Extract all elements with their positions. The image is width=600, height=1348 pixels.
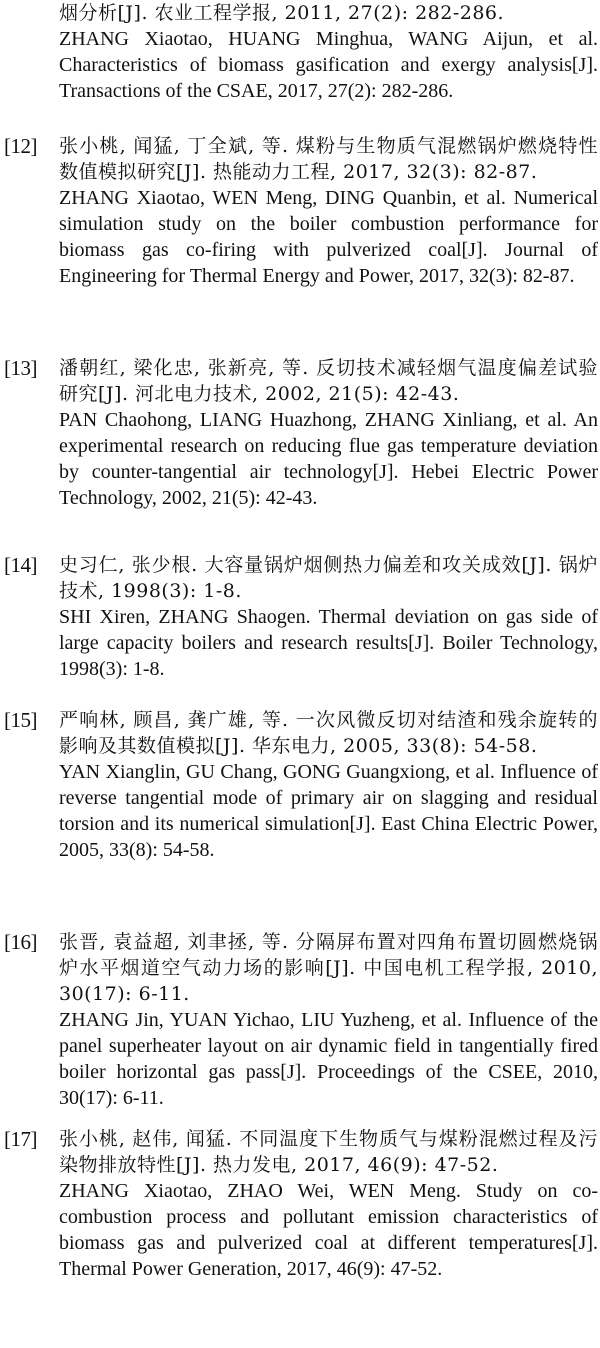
reference-number: [13] <box>4 356 37 380</box>
reference-en-text: ZHANG Xiaotao, HUANG Minghua, WANG Aijun, et al. Characteristics of biomass gasification and exergy analysis[J]. Transactions of the CSAE, 2017, 27(2): 282-286. <box>59 28 598 102</box>
reference-number: [12] <box>4 134 37 158</box>
reference-cn-text: 张小桃, 赵伟, 闻猛. 不同温度下生物质气与煤粉混燃过程及污染物排放特性[J]. 热力发电, 2017, 46(9): 47-52. <box>59 1128 598 1176</box>
reference-cn-text: 烟分析[J]. 农业工程学报, 2011, 27(2): 282-286. <box>59 2 505 24</box>
reference-11-continuation <box>59 0 598 104</box>
reference-number: [16] <box>4 930 37 954</box>
reference-cn-text: 张晋, 袁益超, 刘聿拯, 等. 分隔屏布置对四角布置切圆燃烧锅炉水平烟道空气动力场的影响[J]. 中国电机工程学报, 2010, 30(17): 6-11. <box>59 931 598 1005</box>
reference-en-text: ZHANG Xiaotao, WEN Meng, DING Quanbin, et al. Numerical simulation study on the boiler combustion performance for biomass gas co-firing with pulverized coal[J]. Journal of Engineering for Thermal Energy and Power, 2017, 32(3): 82-87. <box>59 187 598 287</box>
reference-en-text: ZHANG Xiaotao, ZHAO Wei, WEN Meng. Study on co-combustion process and pollutant emission characteristics of biomass gas and pulverized coal at different temperatures[J]. Thermal Power Generation, 2017, 46(9): 47-52. <box>59 1180 598 1280</box>
reference-en-text: YAN Xianglin, GU Chang, GONG Guangxiong, et al. Influence of reverse tangential mode of primary air on slagging and residual torsion and its numerical simulation[J]. East China Electric Power, 2005, 33(8): 54-58. <box>59 761 598 861</box>
reference-cn-text: 张小桃, 闻猛, 丁全斌, 等. 煤粉与生物质气混燃锅炉燃烧特性数值模拟研究[J]. 热能动力工程, 2017, 32(3): 82-87. <box>59 135 598 183</box>
reference-number: [14] <box>4 553 37 577</box>
reference-cn-text: 严响林, 顾昌, 龚广雄, 等. 一次风微反切对结渣和残余旋转的影响及其数值模拟[J]. 华东电力, 2005, 33(8): 54-58. <box>59 709 598 757</box>
reference-number: [17] <box>4 1127 37 1151</box>
reference-en-text: SHI Xiren, ZHANG Shaogen. Thermal deviation on gas side of large capacity boilers and research results[J]. Boiler Technology, 1998(3): 1-8. <box>59 606 598 680</box>
reference-number: [15] <box>4 708 37 732</box>
reference-en-text: ZHANG Jin, YUAN Yichao, LIU Yuzheng, et al. Influence of the panel superheater layout on air dynamic field in tangentially fired boiler horizontal gas pass[J]. Proceedings of the CSEE, 2010, 30(17): 6-11. <box>59 1009 598 1109</box>
reference-cn-text: 潘朝红, 梁化忠, 张新亮, 等. 反切技术减轻烟气温度偏差试验研究[J]. 河北电力技术, 2002, 21(5): 42-43. <box>59 357 598 405</box>
reference-cn-text: 史习仁, 张少根. 大容量锅炉烟侧热力偏差和攻关成效[J]. 锅炉技术, 1998(3): 1-8. <box>59 554 598 602</box>
reference-en-text: PAN Chaohong, LIANG Huazhong, ZHANG Xinliang, et al. An experimental research on reducing flue gas temperature deviation by counter-tangential air technology[J]. Hebei Electric Power Technology, 2002, 21(5): 42-43. <box>59 409 598 509</box>
